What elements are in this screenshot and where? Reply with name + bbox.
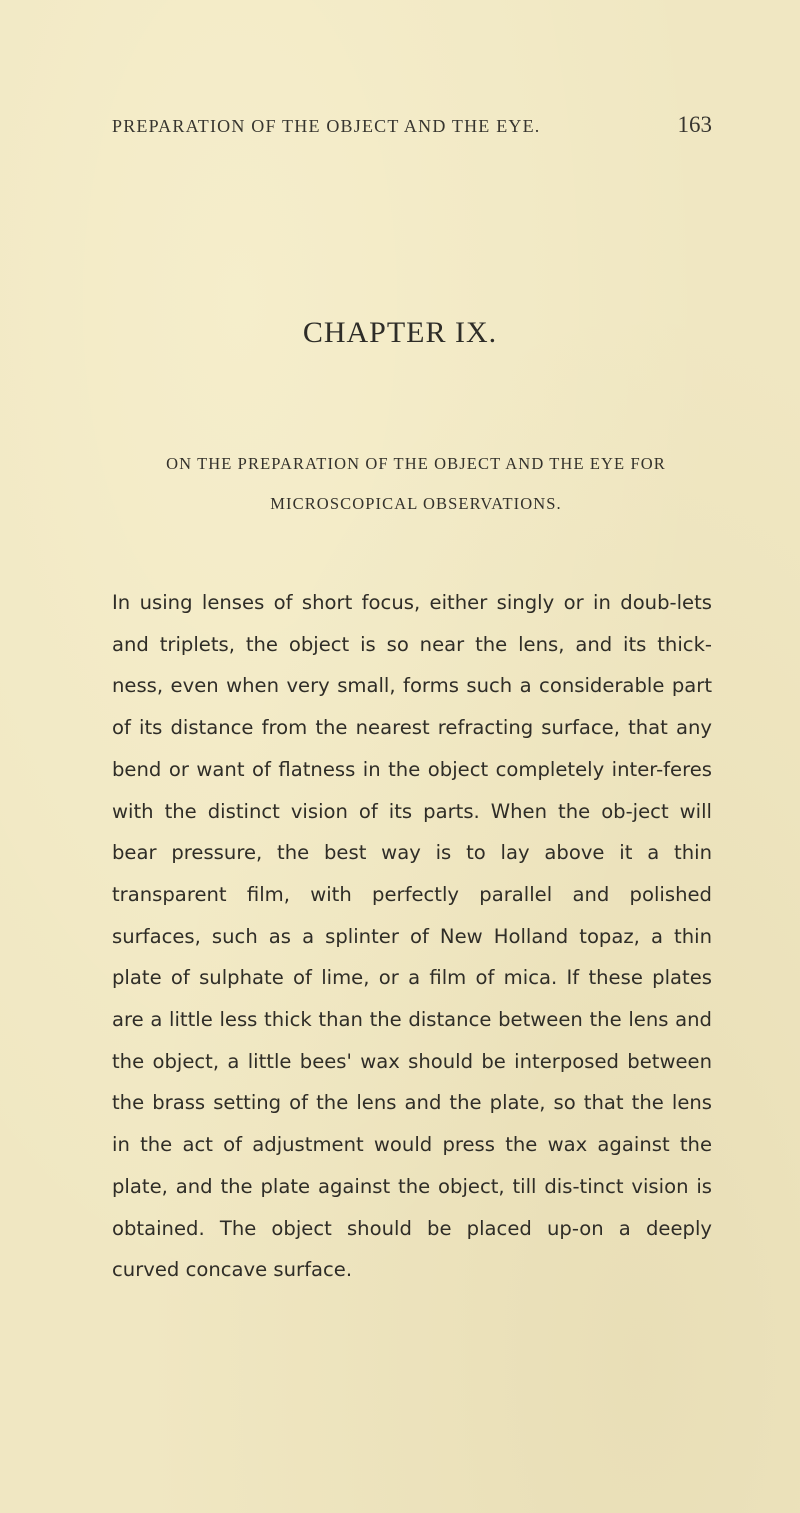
chapter-subtitle: ON THE PREPARATION OF THE OBJECT AND THE EYE FOR MICROSCOPICAL OBSERVATIONS. xyxy=(166,454,666,513)
page-number: 163 xyxy=(677,112,712,137)
running-title: PREPARATION OF THE OBJECT AND THE EYE. xyxy=(112,116,541,136)
chapter-title: CHAPTER IX. xyxy=(302,316,498,349)
running-head xyxy=(112,112,712,142)
body-paragraph: In using lenses of short focus, either singly or in doub-lets and triplets, the object is so near the lens, and its thick-ness, even when very small, forms such a considerable part of its distance from the nearest refracting surface, that any bend or want of flatness in the object completely inter-feres with the distinct vision of its parts. When the ob-ject will bear pressure, the best way is to lay above it a thin transparent film, with perfectly parallel and polished surfaces, such as a splinter of New Holland topaz, a thin plate of sulphate of lime, or a film of mica. If these plates are a little less thick than the distance between the lens and the object, a little bees' wax should be interposed between the brass setting of the lens and the plate, so that the lens in the act of adjustment would press the wax against the plate, and the plate against the object, till dis-tinct vision is obtained. The object should be placed up-on a deeply curved concave surface. xyxy=(112,591,712,1282)
